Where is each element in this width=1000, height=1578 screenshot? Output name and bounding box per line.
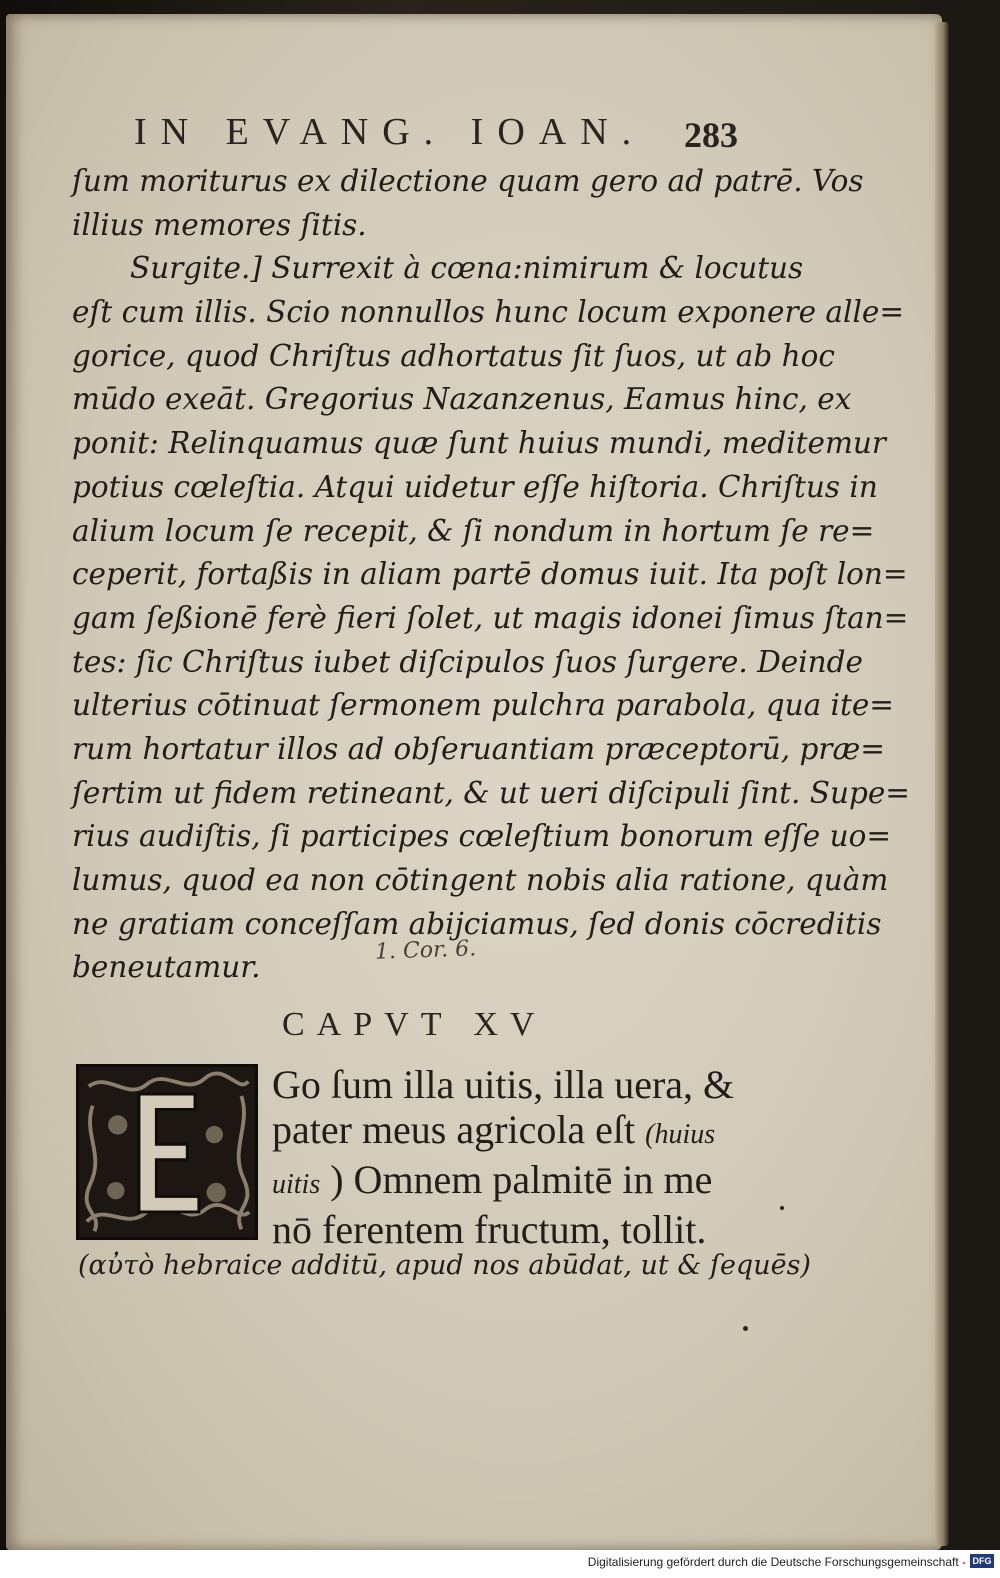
body-line: ponit: Relinquamus quæ ſunt huius mundi, meditemur	[72, 426, 887, 461]
body-line: tes: ſic Chriſtus iubet diſcipulos ſuos ſurgere. Deinde	[72, 644, 863, 679]
dfg-logo: DFG	[970, 1554, 994, 1568]
body-line: ſertim ut fidem retineant, & ut ueri diſcipuli ſint. Supe=	[72, 775, 911, 810]
body-line: alium locum ſe recepit, & ſi nondum in hortum ſe re=	[72, 513, 875, 548]
page-number: 283	[684, 115, 738, 155]
ink-speck	[743, 1326, 748, 1331]
digitization-credit: Digitalisierung gefördert durch die Deutsche Forschungsgemeinschaft -	[587, 1555, 966, 1569]
body-line: potius cœleſtia. Atqui uidetur eſſe hiſtoria. Chriſtus in	[72, 469, 878, 504]
decorated-initial-icon	[79, 1067, 255, 1237]
inline-italic-gloss: (huius	[645, 1119, 716, 1150]
chapter-line: nō ferentem fructum, tollit.	[272, 1207, 707, 1252]
body-line: ne gratiam conceſſam abijciamus, ſed donis cōcreditis	[72, 906, 882, 941]
chapter-heading: CAPVT XV	[282, 1006, 547, 1043]
body-line: gam ſeßionē ferè fieri ſolet, ut magis idonei ſimus ſtan=	[72, 600, 909, 635]
body-line: rius audiſtis, ſi participes cœleſtium bonorum eſſe uo=	[72, 819, 892, 854]
body-text	[72, 160, 911, 990]
running-head: IN EVANG. IOAN.	[134, 111, 646, 153]
decorated-initial	[76, 1064, 258, 1240]
inline-italic-gloss: uitis	[272, 1169, 321, 1200]
body-line: gorice, quod Chriſtus adhortatus ſit ſuos, ut ab hoc	[72, 338, 835, 373]
body-line: ſum moriturus ex dilectione quam gero ad patrē. Vos	[72, 164, 864, 198]
chapter-line: Go ſum illa uitis, illa uera, &	[272, 1062, 735, 1107]
body-line: illius memores ſitis.	[72, 207, 367, 242]
body-line: mūdo exeāt. Gregorius Nazanzenus, Eamus hinc, ex	[72, 382, 852, 417]
handwritten-marginal-note: 1. Cor. 6.	[374, 936, 477, 965]
body-line: beneutamur.	[72, 950, 261, 985]
chapter-line-text: pater meus agricola eſt	[272, 1107, 636, 1152]
chapter-line-3	[272, 1157, 772, 1207]
page-edge	[935, 22, 949, 1546]
chapter-line-2	[272, 1107, 772, 1157]
greek-gloss-line: (αὐτὸ hebraice additū, apud nos abūdat, ut & ſequēs)	[78, 1250, 811, 1281]
body-line: Surgite.] Surrexit à cœna:nimirum & locutus	[130, 251, 804, 286]
body-line: ulterius cōtinuat ſermonem pulchra parabola, qua ite=	[72, 688, 895, 723]
chapter-line-text: ) Omnem palmitē in me	[320, 1157, 713, 1202]
body-line: ceperit, fortaßis in aliam partē domus iuit. Ita poſt lon=	[72, 557, 908, 592]
chapter-first-paragraph	[272, 1062, 772, 1252]
body-line: eſt cum illis. Scio nonnullos hunc locum exponere alle=	[72, 295, 905, 330]
body-line: lumus, quod ea non cōtingent nobis alia ratione, quàm	[72, 863, 889, 897]
ink-speck	[780, 1206, 784, 1210]
body-line: rum hortatur illos ad obſeruantiam præceptorū, præ=	[72, 731, 885, 766]
